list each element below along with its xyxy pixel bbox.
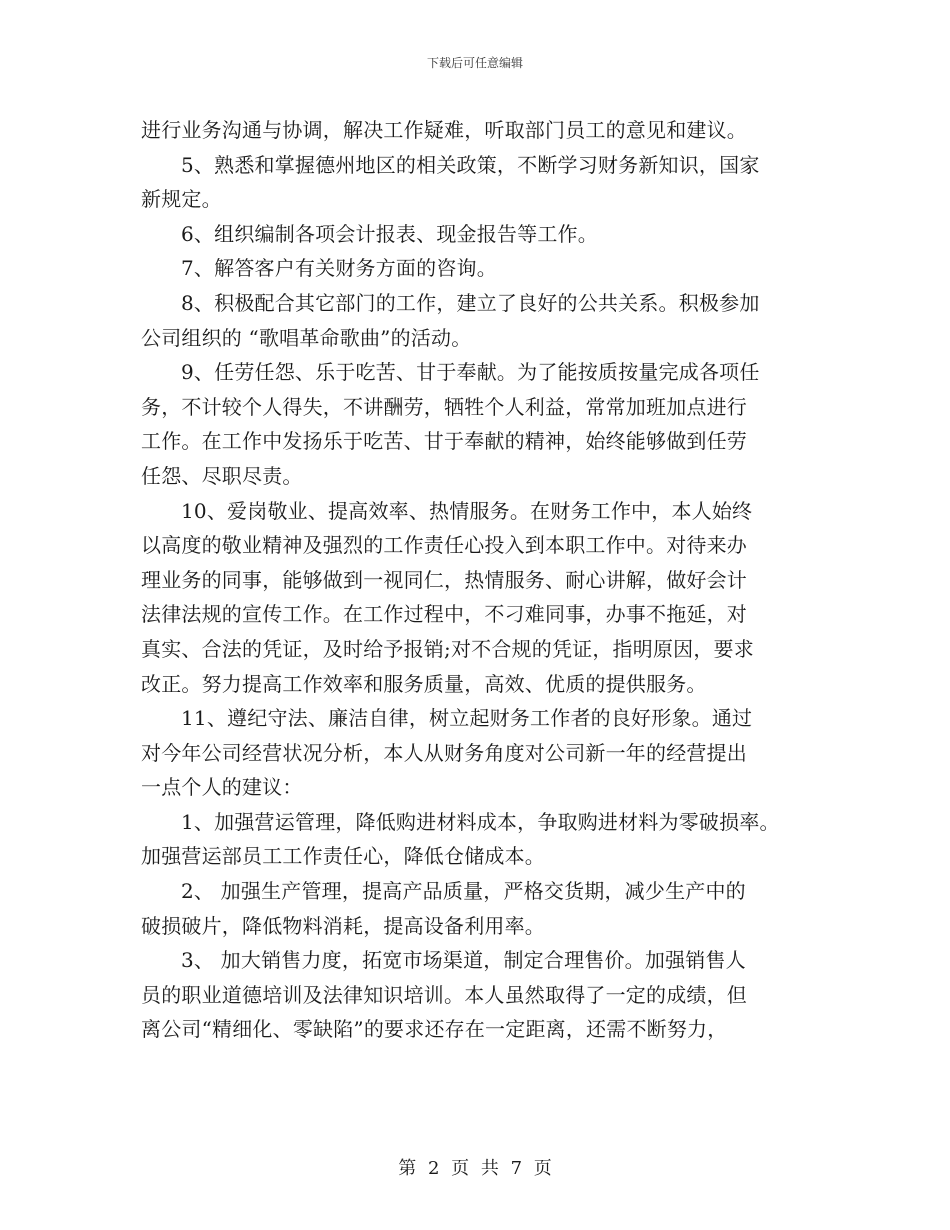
paragraph-line: 6、组织编制各项会计报表、现金报告等工作。 [181,221,598,246]
paragraph-line: 法律法规的宣传工作。在工作过程中，不刁难同事，办事不拖延，对 [141,602,747,627]
paragraph-line: 任怨、尽职尽责。 [141,463,303,488]
paragraph-line: 11、遵纪守法、廉洁自律，树立起财务工作者的良好形象。通过 [181,706,753,731]
document-body [141,113,831,1047]
paragraph-line: 对今年公司经营状况分析，本人从财务角度对公司新一年的经营提出 [141,740,747,765]
paragraph-line: 以高度的敬业精神及强烈的工作责任心投入到本职工作中。对待来办 [141,533,747,558]
paragraph-line: 员的职业道德培训及法律知识培训。本人虽然取得了一定的成绩，但 [141,982,747,1007]
paragraph-line: 进行业务沟通与协调，解决工作疑难，听取部门员工的意见和建议。 [141,118,747,142]
paragraph-line: 5、熟悉和掌握德州地区的相关政策，不断学习财务新知识，国家 [181,152,760,177]
paragraph-line: 8、积极配合其它部门的工作，建立了良好的公共关系。积极参加 [181,290,760,315]
paragraph-line: 3、 加大销售力度，拓宽市场渠道，制定合理售价。加强销售人 [181,948,746,973]
paragraph-line: 10、爱岗敬业、提高效率、热情服务。在财务工作中，本人始终 [181,498,753,523]
paragraph-line: 7、解答客户有关财务方面的咨询。 [181,256,497,281]
paragraph-line: 破损破片，降低物料消耗，提高设备利用率。 [141,913,545,938]
paragraph-line: 真实、合法的凭证，及时给予报销;对不合规的凭证，指明原因，要求 [141,636,754,661]
page-header-note: 下载后可任意编辑 [426,56,523,70]
paragraph-line: 一点个人的建议： [141,775,303,800]
paragraph-line: 公司组织的 “歌唱革命歌曲”的活动。 [141,325,472,350]
paragraph-line: 工作。在工作中发扬乐于吃苦、甘于奉献的精神，始终能够做到任劳 [141,429,747,454]
paragraph-line: 理业务的同事，能够做到一视同仁，热情服务、耐心讲解，做好会计 [141,567,747,592]
paragraph-line: 离公司“精细化、零缺陷”的要求还存在一定距离，还需不断努力， [141,1017,728,1042]
paragraph-line: 新规定。 [141,187,222,212]
paragraph-line: 1、加强营运管理，降低购进材料成本，争取购进材料为零破损率。 [181,809,780,834]
paragraph-line: 2、 加强生产管理，提高产品质量，严格交货期，减少生产中的 [181,879,746,904]
paragraph-line: 加强营运部员工工作责任心，降低仓储成本。 [141,844,545,869]
paragraph-line: 9、任劳任怨、乐于吃苦、甘于奉献。为了能按质按量完成各项任 [181,360,760,385]
paragraph-line: 改正。努力提高工作效率和服务质量，高效、优质的提供服务。 [141,671,707,696]
paragraph-line: 务，不计较个人得失，不讲酬劳，牺牲个人利益，常常加班加点进行 [141,394,747,419]
page-number-footer: 第 2 页 共 7 页 [398,1158,552,1179]
